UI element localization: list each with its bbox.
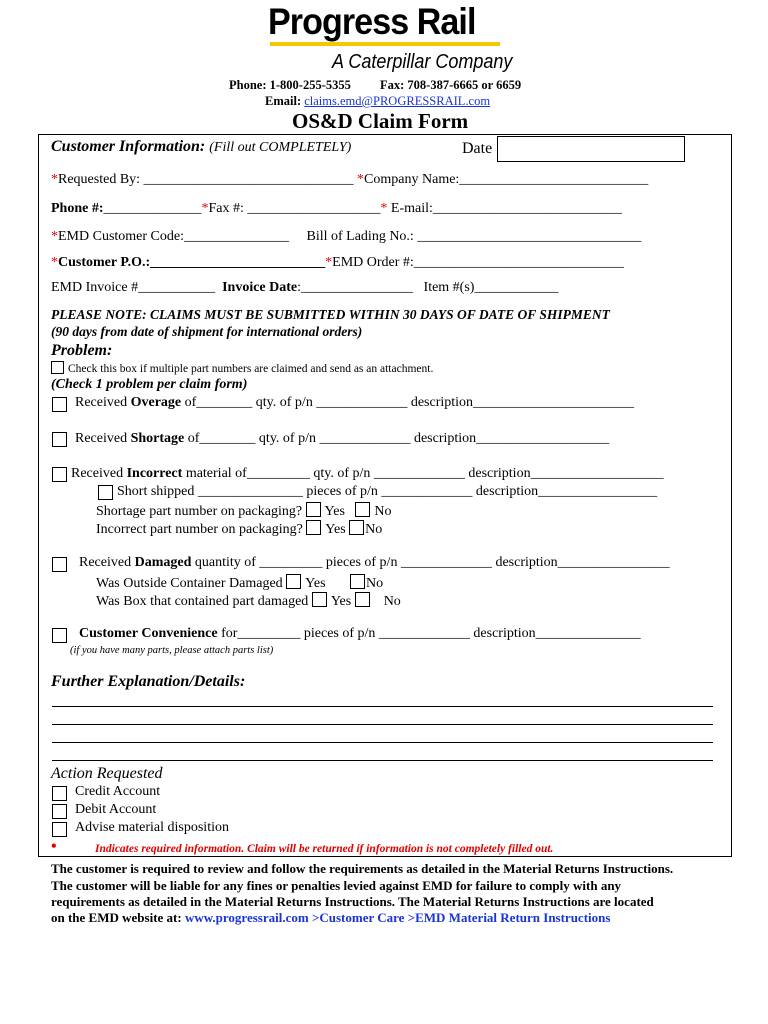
customer-code-field[interactable]: EMD Customer Code:_______________ xyxy=(58,229,289,244)
required-asterisk: * xyxy=(201,201,209,216)
brand-logo-text: Progress Rail xyxy=(268,1,476,42)
shortage-fields[interactable]: of________ qty. of p/n _____________ description___________________ xyxy=(184,431,610,446)
date-label: Date xyxy=(462,140,493,157)
footer-line-1: The customer is required to review and follow the requirements as detailed in the Material Returns Instructions. xyxy=(51,861,674,876)
no-label: No xyxy=(366,576,384,591)
box-damaged-no-checkbox[interactable] xyxy=(355,592,370,607)
required-asterisk: * xyxy=(380,201,388,216)
brand-tagline: A Caterpillar Company xyxy=(332,51,513,73)
date-input[interactable] xyxy=(497,136,685,162)
short-shipped-fields[interactable]: Short shipped _______________ pieces of p/n _____________ description_________________ xyxy=(117,484,658,499)
invoice-date-field[interactable]: :________________ xyxy=(297,280,414,295)
overage-label: Received xyxy=(75,395,131,410)
action-requested-heading: Action Requested xyxy=(51,765,163,782)
form-title: OS&D Claim Form xyxy=(292,109,469,133)
credit-account-label: Credit Account xyxy=(75,784,161,799)
no-label: No xyxy=(374,504,392,519)
requested-by-field[interactable]: Requested By: ______________________________ xyxy=(58,172,354,187)
convenience-note: (if you have many parts, please attach parts list) xyxy=(70,645,274,656)
incorrect-pkg-label: Incorrect part number on packaging? xyxy=(96,522,303,537)
convenience-checkbox[interactable] xyxy=(52,628,67,643)
footer-line-2: The customer will be liable for any fines or penalties levied against EMD for failure to comply with any xyxy=(51,878,622,893)
incorrect-pkg-no-checkbox[interactable] xyxy=(349,520,364,535)
material-returns-link[interactable]: www.progressrail.com >Customer Care >EMD Material Return Instructions xyxy=(184,910,611,925)
required-asterisk: * xyxy=(325,255,333,270)
explanation-line[interactable] xyxy=(52,724,713,725)
outside-container-no-checkbox[interactable] xyxy=(350,574,365,589)
damaged-checkbox[interactable] xyxy=(52,557,67,572)
item-field[interactable]: Item #(s)____________ xyxy=(423,280,559,295)
box-damaged-label: Was Box that contained part damaged xyxy=(96,594,309,609)
fax-number: Fax: 708-387-6665 or 6659 xyxy=(380,78,522,92)
notice-line-1: PLEASE NOTE: CLAIMS MUST BE SUBMITTED WITHIN 30 DAYS OF DATE OF SHIPMENT xyxy=(51,307,610,322)
damaged-fields[interactable]: quantity of _________ pieces of p/n _____________ description________________ xyxy=(191,555,670,570)
no-label: No xyxy=(383,594,401,609)
further-explanation-heading: Further Explanation/Details: xyxy=(51,673,246,690)
overage-bold-label: Overage xyxy=(130,395,182,410)
convenience-fields[interactable]: for_________ pieces of p/n _____________ description_______________ xyxy=(217,626,641,641)
fax-field[interactable]: Fax #: ___________________ xyxy=(208,201,381,216)
problem-heading: Problem: xyxy=(51,342,113,359)
customer-po-field[interactable]: Customer P.O.:_________________________ xyxy=(58,255,326,270)
yes-label: Yes xyxy=(325,522,346,537)
credit-account-checkbox[interactable] xyxy=(52,786,67,801)
shortage-pkg-yes-checkbox[interactable] xyxy=(306,502,321,517)
incorrect-bold-label: Incorrect xyxy=(126,466,183,481)
incorrect-fields[interactable]: material of_________ qty. of p/n _____________ description___________________ xyxy=(182,466,664,481)
explanation-line[interactable] xyxy=(52,760,713,761)
yes-label: Yes xyxy=(330,594,352,609)
yes-label: Yes xyxy=(305,576,326,591)
yes-label: Yes xyxy=(324,504,345,519)
shortage-bold-label: Shortage xyxy=(130,431,185,446)
company-name-field[interactable]: Company Name:___________________________ xyxy=(364,172,649,187)
short-shipped-checkbox[interactable] xyxy=(98,485,113,500)
phone-label: Phone #: xyxy=(51,201,104,216)
multiple-parts-checkbox[interactable] xyxy=(51,361,64,374)
required-asterisk: * xyxy=(357,172,365,187)
box-damaged-yes-checkbox[interactable] xyxy=(312,592,327,607)
required-bullet: • xyxy=(51,838,57,855)
shortage-checkbox[interactable] xyxy=(52,432,67,447)
damaged-label: Received xyxy=(79,555,135,570)
advise-disposition-label: Advise material disposition xyxy=(75,820,229,835)
incorrect-pkg-yes-checkbox[interactable] xyxy=(306,520,321,535)
customer-info-heading: Customer Information: xyxy=(51,138,206,155)
phone-number: Phone: 1-800-255-5355 xyxy=(229,78,351,92)
explanation-line[interactable] xyxy=(52,742,713,743)
footer-line-4: on the EMD website at: xyxy=(51,910,185,925)
required-asterisk: * xyxy=(51,229,58,244)
incorrect-checkbox[interactable] xyxy=(52,467,67,482)
explanation-line[interactable] xyxy=(52,706,713,707)
required-info-note: Indicates required information. Claim will be returned if information is not completely filled out. xyxy=(95,843,554,855)
email-link[interactable]: claims.emd@PROGRESSRAIL.com xyxy=(304,94,491,108)
debit-account-checkbox[interactable] xyxy=(52,804,67,819)
debit-account-label: Debit Account xyxy=(75,802,157,817)
overage-fields[interactable]: of________ qty. of p/n _____________ description_______________________ xyxy=(181,395,635,410)
notice-line-2: (90 days from date of shipment for international orders) xyxy=(51,324,363,339)
shortage-label: Received xyxy=(75,431,131,446)
shortage-pkg-label: Shortage part number on packaging? xyxy=(96,504,303,519)
bill-of-lading-field[interactable]: Bill of Lading No.: ________________________________ xyxy=(306,229,642,244)
phone-field[interactable]: ______________ xyxy=(103,201,202,216)
required-asterisk: * xyxy=(51,172,58,187)
advise-disposition-checkbox[interactable] xyxy=(52,822,67,837)
convenience-label: Customer Convenience xyxy=(79,626,218,641)
footer-line-3: requirements as detailed in the Material Returns Instructions. The Material Returns Instructions are located xyxy=(51,894,654,909)
no-label: No xyxy=(365,522,383,537)
invoice-date-label: Invoice Date xyxy=(222,280,298,295)
incorrect-label: Received xyxy=(71,466,127,481)
outside-container-label: Was Outside Container Damaged xyxy=(96,576,283,591)
outside-container-yes-checkbox[interactable] xyxy=(286,574,301,589)
emd-order-field[interactable]: EMD Order #:______________________________ xyxy=(332,255,624,270)
check-one-note: (Check 1 problem per claim form) xyxy=(51,377,248,392)
emd-invoice-field[interactable]: EMD Invoice #___________ xyxy=(51,280,216,295)
shortage-pkg-no-checkbox[interactable] xyxy=(355,502,370,517)
multiple-parts-note: Check this box if multiple part numbers are claimed and send as an attachment. xyxy=(68,363,434,375)
customer-info-note: (Fill out COMPLETELY) xyxy=(209,140,352,155)
email-field[interactable]: E-mail:___________________________ xyxy=(387,201,622,216)
required-asterisk: * xyxy=(51,255,58,270)
email-label: Email: xyxy=(265,94,302,108)
brand-logo-bar xyxy=(270,42,500,46)
overage-checkbox[interactable] xyxy=(52,397,67,412)
damaged-bold-label: Damaged xyxy=(134,555,192,570)
